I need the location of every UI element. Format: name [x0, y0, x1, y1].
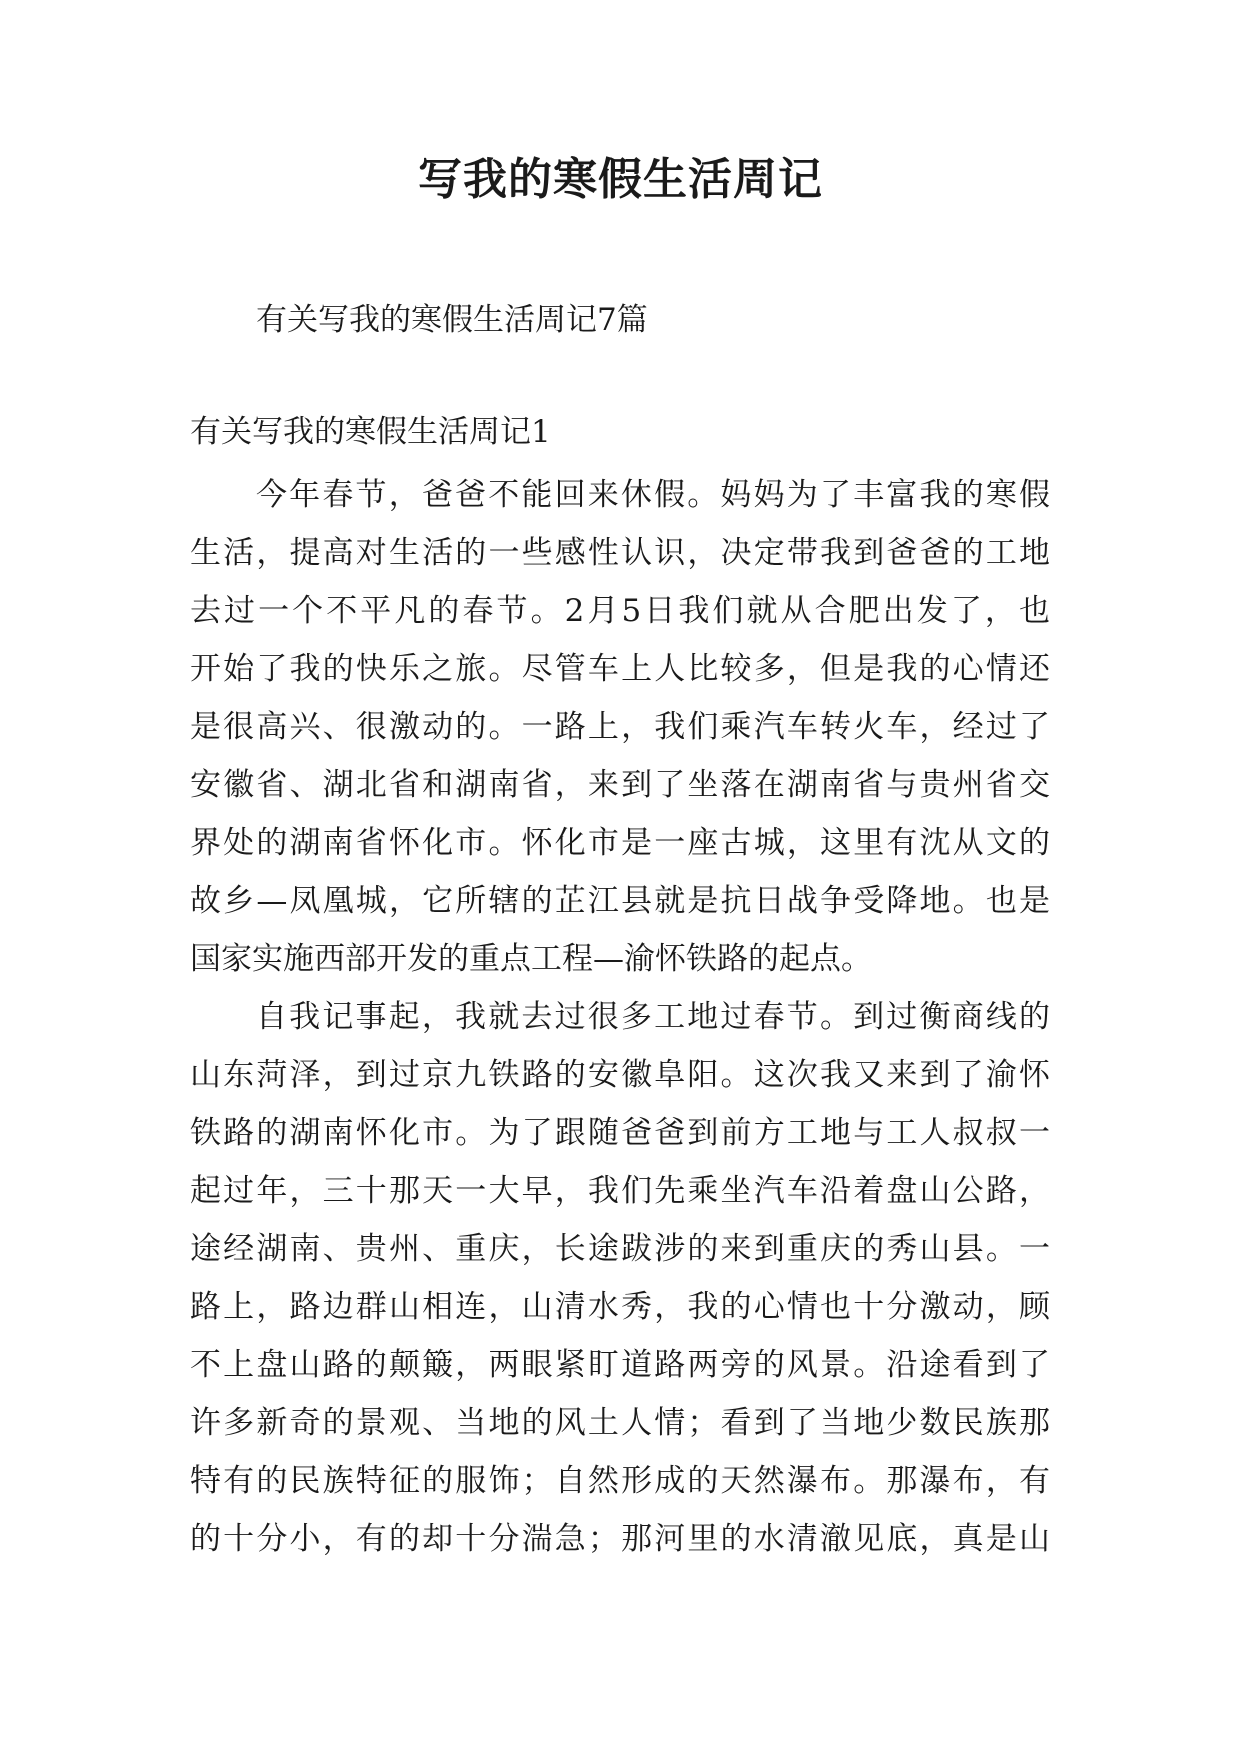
- text-line: 铁路的湖南怀化市。为了跟随爸爸到前方工地与工人叔叔一: [190, 1115, 1050, 1151]
- text-line: 特有的民族特征的服饰；自然形成的天然瀑布。那瀑布，有: [190, 1463, 1050, 1499]
- text-line: 自我记事起，我就去过很多工地过春节。到过衡商线的: [256, 999, 1050, 1035]
- text-line: 开始了我的快乐之旅。尽管车上人比较多，但是我的心情还: [190, 651, 1050, 687]
- text-line: 安徽省、湖北省和湖南省，来到了坐落在湖南省与贵州省交: [190, 767, 1050, 803]
- text-line: 今年春节，爸爸不能回来休假。妈妈为了丰富我的寒假: [256, 477, 1050, 513]
- text-line: 界处的湖南省怀化市。怀化市是一座古城，这里有沈从文的: [190, 825, 1050, 861]
- text-line: 是很高兴、很激动的。一路上，我们乘汽车转火车，经过了: [190, 709, 1050, 745]
- text-line: 路上，路边群山相连，山清水秀，我的心情也十分激动，顾: [190, 1289, 1050, 1325]
- body-text: [190, 466, 1050, 1568]
- text-line: 国家实施西部开发的重点工程—渝怀铁路的起点。: [190, 941, 872, 977]
- document-title: 写我的寒假生活周记: [418, 154, 823, 205]
- text-line: 去过一个不平凡的春节。2月5日我们就从合肥出发了，也: [190, 593, 1050, 629]
- text-line: 不上盘山路的颠簸，两眼紧盯道路两旁的风景。沿途看到了: [190, 1347, 1050, 1383]
- text-line: 故乡—凤凰城，它所辖的芷江县就是抗日战争受降地。也是: [190, 883, 1050, 919]
- text-line: 途经湖南、贵州、重庆，长途跋涉的来到重庆的秀山县。一: [190, 1231, 1050, 1267]
- paragraph-1: [190, 466, 1050, 988]
- section-heading: 有关写我的寒假生活周记1: [190, 414, 551, 450]
- text-line: 许多新奇的景观、当地的风土人情；看到了当地少数民族那: [190, 1405, 1050, 1441]
- text-line: 起过年，三十那天一大早，我们先乘坐汽车沿着盘山公路，: [190, 1173, 1050, 1209]
- paragraph-2: [190, 988, 1050, 1568]
- text-line: 生活，提高对生活的一些感性认识，决定带我到爸爸的工地: [190, 535, 1050, 571]
- text-line: 山东菏泽，到过京九铁路的安徽阜阳。这次我又来到了渝怀: [190, 1057, 1050, 1093]
- text-line: 的十分小，有的却十分湍急；那河里的水清澈见底，真是山: [190, 1521, 1050, 1557]
- document-subtitle: 有关写我的寒假生活周记7篇: [256, 302, 648, 338]
